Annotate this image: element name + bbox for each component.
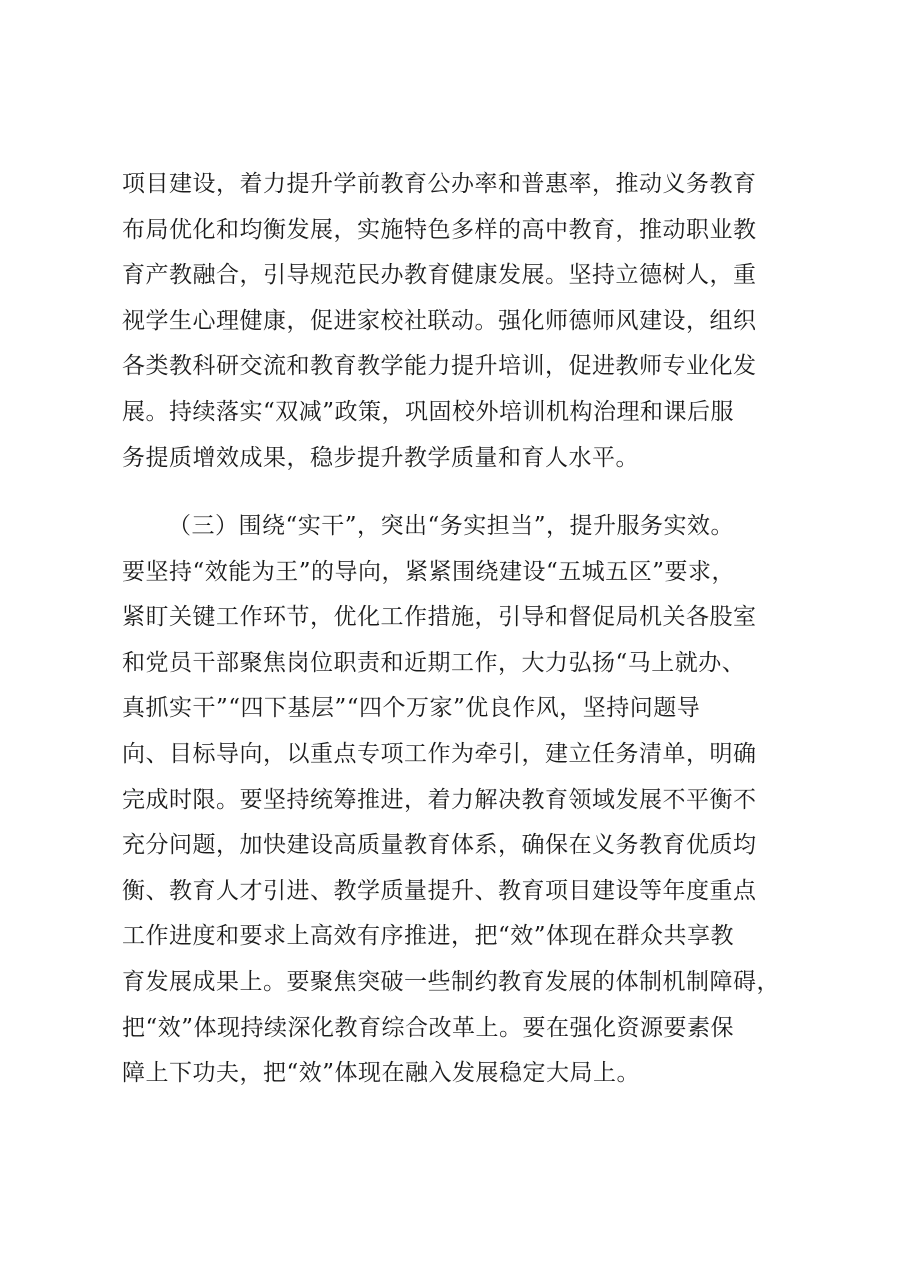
text-line: 充分问题，加快建设高质量教育体系，确保在义务教育优质均: [122, 832, 757, 859]
text-line: 向、目标导向，以重点专项工作为牵引，建立任务清单，明确: [122, 740, 757, 767]
text-line: 障上下功夫，把“效”体现在融入发展稳定大局上。: [122, 1060, 641, 1087]
text-line: 紧盯关键工作环节，优化工作措施，引导和督促局机关各股室: [122, 604, 757, 631]
text-line: 衡、教育人才引进、教学质量提升、教育项目建设等年度重点: [122, 877, 757, 904]
text-line: 育发展成果上。要聚焦突破一些制约教育发展的体制机制障碍，: [122, 968, 780, 995]
text-line: 把“效”体现持续深化教育综合改革上。要在强化资源要素保: [122, 1014, 735, 1041]
paragraph-continuation: [122, 162, 802, 481]
text-line: 和党员干部聚焦岗位职责和近期工作，大力弘扬“马上就办、: [122, 649, 746, 676]
text-line: 工作进度和要求上高效有序推进，把“效”体现在群众共享教: [122, 923, 735, 950]
section-heading-line: （三）围绕“实干”，突出“务实担当”，提升服务实效。: [168, 513, 735, 539]
text-line: 各类教科研交流和教育教学能力提升培训，促进教师专业化发: [122, 353, 757, 380]
paragraph-section-three: [122, 504, 802, 1097]
text-line: 完成时限。要坚持统筹推进，着力解决教育领域发展不平衡不: [122, 786, 757, 813]
text-line: 项目建设，着力提升学前教育公办率和普惠率，推动义务教育: [122, 171, 757, 197]
text-line: 育产教融合，引导规范民办教育健康发展。坚持立德树人，重: [122, 262, 757, 289]
text-line: 要坚持“效能为王”的导向，紧紧围绕建设“五城五区”要求，: [122, 558, 736, 585]
text-line: 真抓实干”“四下基层”“四个万家”优良作风，坚持问题导: [122, 695, 701, 722]
text-line: 布局优化和均衡发展，实施特色多样的高中教育，推动职业教: [122, 216, 757, 243]
text-line: 视学生心理健康，促进家校社联动。强化师德师风建设，组织: [122, 307, 757, 334]
text-line: 展。持续落实“双减”政策，巩固校外培训机构治理和课后服: [122, 398, 735, 425]
text-line: 务提质增效成果，稳步提升教学质量和育人水平。: [122, 444, 639, 471]
